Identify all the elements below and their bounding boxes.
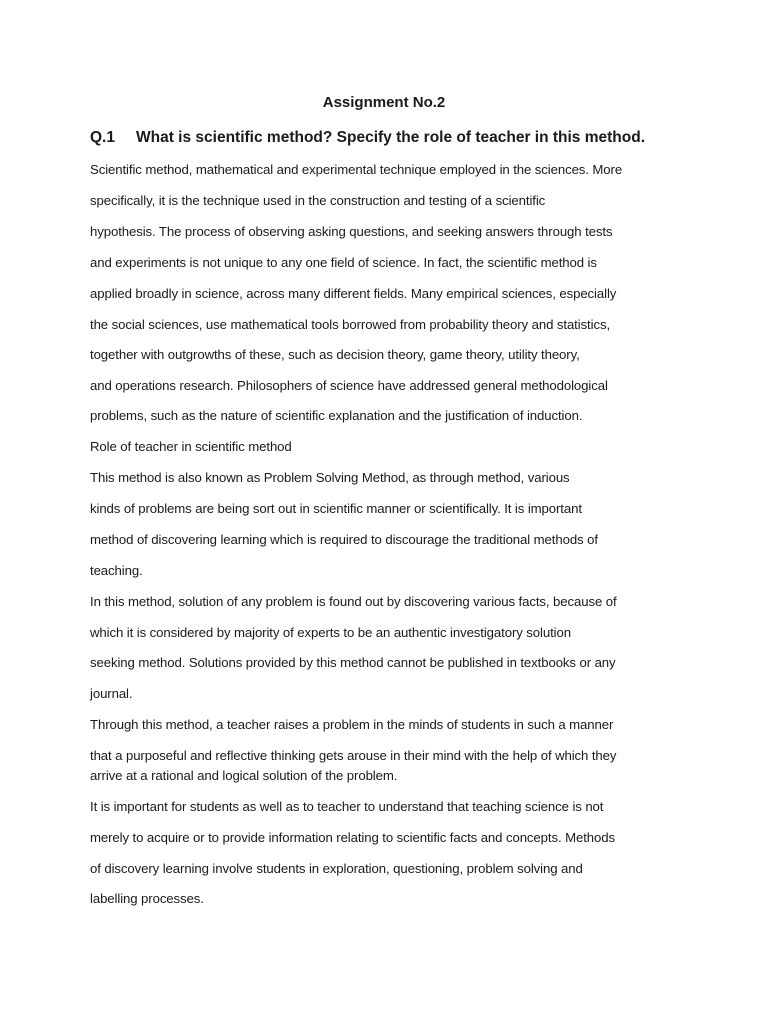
text-line: that a purposeful and reflective thinking gets arouse in their mind with the help of which they — [90, 748, 617, 763]
question-number: Q.1 — [90, 129, 115, 146]
text-line: It is important for students as well as to teacher to understand that teaching science is not — [90, 799, 604, 814]
text-line: kinds of problems are being sort out in scientific manner or scientifically. It is important — [90, 501, 582, 516]
text-line: hypothesis. The process of observing asking questions, and seeking answers through tests — [90, 224, 613, 239]
text-line: Through this method, a teacher raises a problem in the minds of students in such a manner — [90, 717, 614, 732]
text-line: which it is considered by majority of experts to be an authentic investigatory solution — [90, 625, 571, 640]
text-line: applied broadly in science, across many different fields. Many empirical sciences, especially — [90, 286, 617, 301]
text-line: merely to acquire or to provide information relating to scientific facts and concepts. Methods — [90, 830, 615, 845]
text-line: the social sciences, use mathematical tools borrowed from probability theory and statistics, — [90, 317, 611, 332]
text-line: journal. — [90, 686, 133, 701]
text-line: Scientific method, mathematical and experimental technique employed in the sciences. More — [90, 162, 623, 177]
assignment-title: Assignment No.2 — [322, 94, 446, 111]
text-line: labelling processes. — [90, 891, 204, 906]
text-line: method of discovering learning which is required to discourage the traditional methods of — [90, 532, 598, 547]
text-line: teaching. — [90, 563, 143, 578]
question-heading — [90, 129, 730, 147]
text-line: problems, such as the nature of scientific explanation and the justification of induction. — [90, 408, 583, 423]
text-line: This method is also known as Problem Solving Method, as through method, various — [90, 470, 570, 485]
text-line: specifically, it is the technique used in the construction and testing of a scientific — [90, 193, 546, 208]
text-line: of discovery learning involve students in exploration, questioning, problem solving and — [90, 861, 583, 876]
text-line: and operations research. Philosophers of science have addressed general methodological — [90, 378, 608, 393]
text-line: In this method, solution of any problem is found out by discovering various facts, because of — [90, 594, 617, 609]
text-line: arrive at a rational and logical solution of the problem. — [90, 768, 398, 783]
section-heading: Role of teacher in scientific method — [90, 439, 292, 454]
text-line: and experiments is not unique to any one field of science. In fact, the scientific method is — [90, 255, 597, 270]
question-text: What is scientific method? Specify the role of teacher in this method. — [136, 129, 645, 146]
text-line: together with outgrowths of these, such as decision theory, game theory, utility theory, — [90, 347, 580, 362]
text-line: seeking method. Solutions provided by this method cannot be published in textbooks or any — [90, 655, 616, 670]
